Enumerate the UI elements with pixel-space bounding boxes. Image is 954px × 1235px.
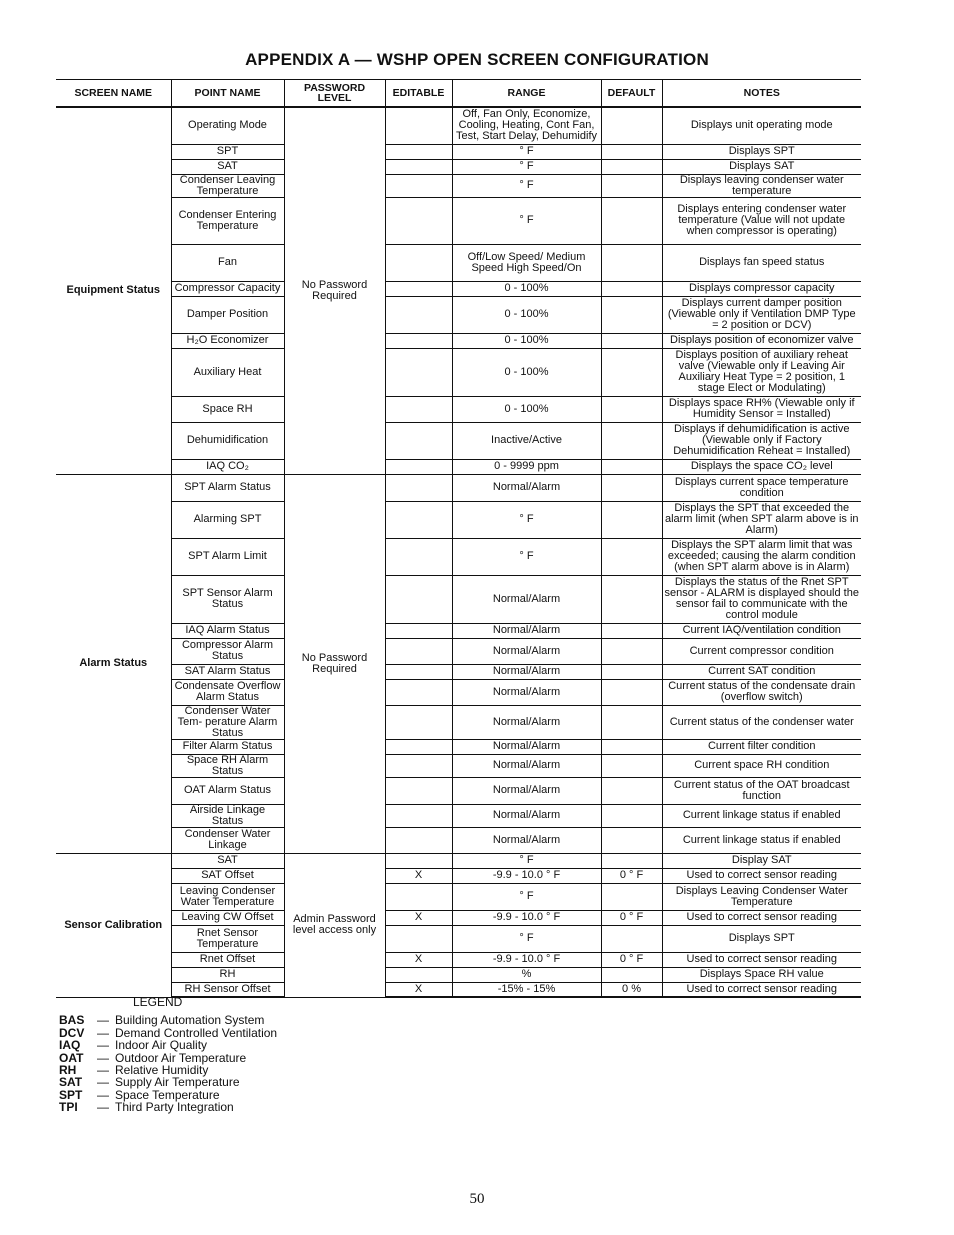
table-row [56,296,861,333]
point-name-cell: SAT [171,853,284,868]
default-cell [601,853,662,868]
table-row [56,705,861,739]
range-cell: 0 - 100% [452,333,601,348]
point-name-cell: Compressor Alarm Status [171,638,284,664]
editable-cell [385,883,452,910]
default-cell [601,197,662,244]
default-cell [601,348,662,396]
notes-cell: Displays the SPT that exceeded the alarm limit (when SPT alarm above is in Alarm) [662,501,861,538]
range-cell: -9.9 - 10.0 ° F [452,868,601,883]
range-cell: ° F [452,925,601,952]
default-cell [601,422,662,459]
range-cell: ° F [452,853,601,868]
default-cell [601,501,662,538]
table-row [56,664,861,679]
editable-cell [385,827,452,853]
table-row [56,827,861,853]
legend-dash: — [97,1087,109,1102]
legend-dash: — [97,1063,109,1078]
legend-title: LEGEND [133,995,183,1009]
table-row [56,333,861,348]
range-cell: ° F [452,144,601,159]
editable-cell [385,664,452,679]
range-cell: ° F [452,883,601,910]
point-name-cell: SPT Alarm Limit [171,538,284,575]
editable-cell [385,623,452,638]
notes-cell: Current linkage status if enabled [662,827,861,853]
point-name-cell: RH [171,967,284,982]
editable-cell [385,501,452,538]
page-number: 50 [469,1191,485,1207]
table-row [56,868,861,883]
table-row [56,538,861,575]
table-row [56,174,861,197]
default-cell [601,159,662,174]
notes-cell: Used to correct sensor reading [662,910,861,925]
default-cell [601,664,662,679]
default-cell [601,575,662,623]
point-name-cell: Rnet Sensor Temperature [171,925,284,952]
legend-dash: — [97,1025,109,1040]
legend-abbr: DCV [59,1025,85,1040]
default-cell [601,925,662,952]
legend-dash: — [97,1013,109,1028]
default-cell [601,396,662,422]
header-screen-name: SCREEN NAME [56,80,171,108]
point-name-cell: SAT Offset [171,868,284,883]
header-default: DEFAULT [601,80,662,108]
default-cell [601,754,662,777]
legend-text: Outdoor Air Temperature [115,1050,247,1065]
point-name-cell: Leaving Condenser Water Temperature [171,883,284,910]
range-cell: -15% - 15% [452,982,601,997]
legend-item [59,1014,277,1026]
notes-cell: Displays position of auxiliary reheat valve (Viewable only if Leaving Air Auxiliary Heat Type = 2 position, 1 stage Elect or Modulating) [662,348,861,396]
default-cell [601,883,662,910]
legend-text: Relative Humidity [115,1063,209,1078]
notes-cell: Displays SPT [662,925,861,952]
editable-cell [385,853,452,868]
range-cell: 0 - 100% [452,396,601,422]
editable-cell [385,538,452,575]
notes-cell: Current filter condition [662,739,861,754]
point-name-cell: Airside Linkage Status [171,804,284,827]
page-title: APPENDIX A — WSHP OPEN SCREEN CONFIGURATION [245,50,709,69]
range-cell: ° F [452,197,601,244]
range-cell: Normal/Alarm [452,623,601,638]
range-cell: -9.9 - 10.0 ° F [452,952,601,967]
notes-cell: Displays position of economizer valve [662,333,861,348]
table-row [56,197,861,244]
header-password-level: PASSWORD LEVEL [284,80,385,108]
point-name-cell: Condenser Water Linkage [171,827,284,853]
table-row [56,739,861,754]
editable-cell [385,638,452,664]
table-row [56,623,861,638]
table-row [56,910,861,925]
legend-abbr: IAQ [59,1038,81,1053]
range-cell: 0 - 100% [452,348,601,396]
legend-dash: — [97,1075,109,1090]
default-cell [601,459,662,474]
editable-cell [385,144,452,159]
default-cell [601,244,662,281]
notes-cell: Displays entering condenser water temperature (Value will not update when compressor is operating) [662,197,861,244]
point-name-cell: Auxiliary Heat [171,348,284,396]
point-name-cell: Operating Mode [171,107,284,144]
editable-cell [385,396,452,422]
notes-cell: Display SAT [662,853,861,868]
legend-item [59,1076,277,1088]
notes-cell: Displays current space temperature condition [662,474,861,501]
range-cell: Normal/Alarm [452,638,601,664]
legend-text: Supply Air Temperature [115,1075,240,1090]
table-body [56,107,861,997]
default-cell [601,296,662,333]
default-cell [601,474,662,501]
table-row [56,967,861,982]
point-name-cell: SPT Alarm Status [171,474,284,501]
editable-cell [385,159,452,174]
table-row [56,501,861,538]
range-cell: Normal/Alarm [452,575,601,623]
notes-cell: Displays SPT [662,144,861,159]
table-row [56,804,861,827]
notes-cell: Displays unit operating mode [662,107,861,144]
table-row [56,777,861,804]
notes-cell: Displays the status of the Rnet SPT sensor - ALARM is displayed should the sensor fail to communicate with the control module [662,575,861,623]
header-point-name: POINT NAME [171,80,284,108]
point-name-cell: Rnet Offset [171,952,284,967]
legend-dash: — [97,1050,109,1065]
editable-cell: X [385,952,452,967]
notes-cell: Current space RH condition [662,754,861,777]
point-name-cell: Condenser Water Tem- perature Alarm Status [171,705,284,739]
range-cell: Normal/Alarm [452,804,601,827]
editable-cell [385,197,452,244]
legend-abbr: SPT [59,1087,83,1102]
table-row [56,474,861,501]
editable-cell [385,174,452,197]
range-cell: Normal/Alarm [452,777,601,804]
notes-cell: Current status of the condenser water [662,705,861,739]
range-cell: Off/Low Speed/ Medium Speed High Speed/On [452,244,601,281]
range-cell: 0 - 100% [452,296,601,333]
editable-cell [385,575,452,623]
editable-cell [385,739,452,754]
password-level-cell: Admin Password level access only [284,853,385,997]
screen-name-cell: Sensor Calibration [56,853,171,997]
table-row [56,638,861,664]
legend-abbr: TPI [59,1100,78,1115]
range-cell: Normal/Alarm [452,739,601,754]
legend-abbr: BAS [59,1013,85,1028]
table-row [56,396,861,422]
point-name-cell: Filter Alarm Status [171,739,284,754]
table-row [56,281,861,296]
editable-cell [385,348,452,396]
range-cell: Inactive/Active [452,422,601,459]
editable-cell [385,422,452,459]
editable-cell [385,296,452,333]
editable-cell [385,925,452,952]
point-name-cell: Space RH [171,396,284,422]
editable-cell [385,474,452,501]
editable-cell [385,967,452,982]
default-cell [601,777,662,804]
default-cell: 0 ° F [601,868,662,883]
notes-cell: Displays the SPT alarm limit that was exceeded; causing the alarm condition (when SPT alarm above is in Alarm) [662,538,861,575]
default-cell [601,827,662,853]
table-row [56,422,861,459]
legend-text: Building Automation System [115,1013,265,1028]
legend-abbr: RH [59,1063,77,1078]
screen-name-cell: Equipment Status [56,107,171,474]
point-name-cell: RH Sensor Offset [171,982,284,997]
table-row [56,883,861,910]
point-name-cell: SAT [171,159,284,174]
point-name-cell: IAQ Alarm Status [171,623,284,638]
editable-cell [385,804,452,827]
point-name-cell: Condensate Overflow Alarm Status [171,679,284,705]
editable-cell: X [385,868,452,883]
point-name-cell: SPT Sensor Alarm Status [171,575,284,623]
legend-abbr: SAT [59,1075,83,1090]
legend-dash: — [97,1038,109,1053]
default-cell [601,739,662,754]
notes-cell: Displays fan speed status [662,244,861,281]
editable-cell: X [385,982,452,997]
point-name-cell: Space RH Alarm Status [171,754,284,777]
legend-text: Demand Controlled Ventilation [115,1025,278,1040]
table-row [56,244,861,281]
editable-cell [385,777,452,804]
editable-cell [385,679,452,705]
default-cell [601,333,662,348]
legend-item [59,1039,277,1051]
point-name-cell: OAT Alarm Status [171,777,284,804]
editable-cell [385,459,452,474]
notes-cell: Displays SAT [662,159,861,174]
default-cell [601,638,662,664]
notes-cell: Current compressor condition [662,638,861,664]
notes-cell: Displays the space CO₂ level [662,459,861,474]
table-row [56,459,861,474]
range-cell: Normal/Alarm [452,474,601,501]
point-name-cell: Condenser Entering Temperature [171,197,284,244]
default-cell [601,705,662,739]
default-cell [601,967,662,982]
point-name-cell: Dehumidification [171,422,284,459]
table-row [56,853,861,868]
default-cell [601,144,662,159]
range-cell: Normal/Alarm [452,679,601,705]
notes-cell: Used to correct sensor reading [662,982,861,997]
table-row [56,925,861,952]
range-cell: ° F [452,174,601,197]
range-cell: Normal/Alarm [452,827,601,853]
table-row [56,159,861,174]
default-cell [601,804,662,827]
notes-cell: Displays if dehumidification is active (Viewable only if Factory Dehumidification Reheat = Installed) [662,422,861,459]
range-cell: Normal/Alarm [452,664,601,679]
default-cell: 0 ° F [601,910,662,925]
notes-cell: Current IAQ/ventilation condition [662,623,861,638]
header-notes: NOTES [662,80,861,108]
default-cell: 0 % [601,982,662,997]
range-cell: Normal/Alarm [452,754,601,777]
table-row [56,575,861,623]
editable-cell [385,754,452,777]
notes-cell: Current SAT condition [662,664,861,679]
legend-dash: — [97,1100,109,1115]
range-cell: ° F [452,538,601,575]
point-name-cell: H₂O Economizer [171,333,284,348]
range-cell: Normal/Alarm [452,705,601,739]
notes-cell: Used to correct sensor reading [662,952,861,967]
point-name-cell: Compressor Capacity [171,281,284,296]
default-cell [601,174,662,197]
legend [59,996,277,1114]
default-cell [601,281,662,296]
table-row [56,144,861,159]
notes-cell: Displays compressor capacity [662,281,861,296]
point-name-cell: Damper Position [171,296,284,333]
editable-cell [385,705,452,739]
header-editable: EDITABLE [385,80,452,108]
editable-cell [385,333,452,348]
notes-cell: Displays space RH% (Viewable only if Humidity Sensor = Installed) [662,396,861,422]
point-name-cell: Fan [171,244,284,281]
legend-text: Space Temperature [115,1087,220,1102]
range-cell: -9.9 - 10.0 ° F [452,910,601,925]
range-cell: 0 - 100% [452,281,601,296]
table-row [56,348,861,396]
header-range: RANGE [452,80,601,108]
notes-cell: Current status of the condensate drain (overflow switch) [662,679,861,705]
legend-text: Indoor Air Quality [115,1038,208,1053]
password-level-cell: No Password Required [284,107,385,474]
point-name-cell: Leaving CW Offset [171,910,284,925]
editable-cell [385,244,452,281]
table-row [56,107,861,144]
table-row [56,679,861,705]
range-cell: Off, Fan Only, Economize, Cooling, Heating, Cont Fan, Test, Start Delay, Dehumidify [452,107,601,144]
point-name-cell: Condenser Leaving Temperature [171,174,284,197]
default-cell [601,679,662,705]
table-row [56,952,861,967]
point-name-cell: Alarming SPT [171,501,284,538]
notes-cell: Current status of the OAT broadcast function [662,777,861,804]
notes-cell: Displays Space RH value [662,967,861,982]
notes-cell: Current linkage status if enabled [662,804,861,827]
table-header-row [56,80,861,108]
default-cell [601,538,662,575]
notes-cell: Displays Leaving Condenser Water Temperature [662,883,861,910]
password-level-cell: No Password Required [284,474,385,853]
range-cell: ° F [452,501,601,538]
point-name-cell: SAT Alarm Status [171,664,284,679]
default-cell [601,107,662,144]
table-row [56,754,861,777]
range-cell: % [452,967,601,982]
configuration-table [56,79,861,998]
range-cell: ° F [452,159,601,174]
legend-text: Third Party Integration [115,1100,234,1115]
legend-items [59,1014,277,1113]
screen-name-cell: Alarm Status [56,474,171,853]
editable-cell [385,107,452,144]
default-cell: 0 ° F [601,952,662,967]
editable-cell: X [385,910,452,925]
point-name-cell: IAQ CO₂ [171,459,284,474]
legend-item [59,1101,277,1113]
notes-cell: Used to correct sensor reading [662,868,861,883]
notes-cell: Displays current damper position (Viewable only if Ventilation DMP Type = 2 position or DCV) [662,296,861,333]
editable-cell [385,281,452,296]
legend-abbr: OAT [59,1050,84,1065]
point-name-cell: SPT [171,144,284,159]
notes-cell: Displays leaving condenser water temperature [662,174,861,197]
default-cell [601,623,662,638]
range-cell: 0 - 9999 ppm [452,459,601,474]
